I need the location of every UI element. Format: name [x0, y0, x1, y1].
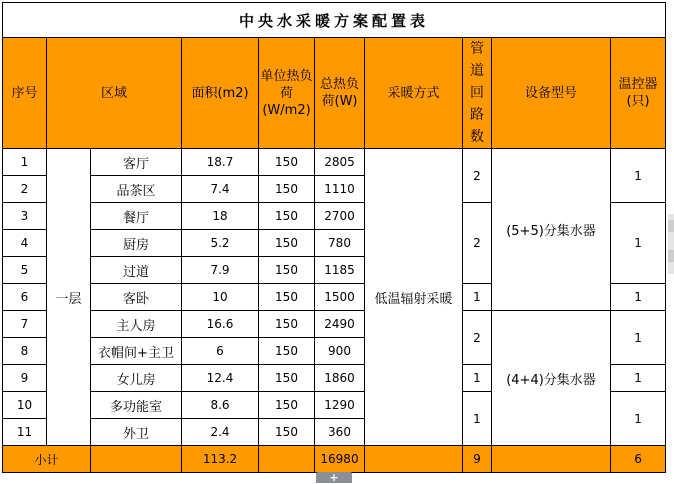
cell-loops[interactable]: 1	[463, 392, 492, 446]
header-area-name: 区域	[47, 38, 182, 149]
cell-room[interactable]: 多功能室	[91, 392, 182, 419]
grip-icon	[668, 250, 674, 262]
cell-loops[interactable]: 2	[463, 311, 492, 365]
cell-total-load[interactable]: 900	[315, 338, 365, 365]
cell-room[interactable]: 衣帽间+主卫	[91, 338, 182, 365]
cell-total-load[interactable]: 1110	[315, 176, 365, 203]
cell-unit-load[interactable]: 150	[259, 338, 315, 365]
cell-area[interactable]: 7.9	[182, 257, 259, 284]
cell-loops[interactable]: 2	[463, 203, 492, 284]
summary-empty[interactable]	[259, 446, 315, 473]
cell-area[interactable]: 7.4	[182, 176, 259, 203]
summary-area[interactable]: 113.2	[182, 446, 259, 473]
cell-unit-load[interactable]: 150	[259, 176, 315, 203]
cell-area[interactable]: 18	[182, 203, 259, 230]
cell-area[interactable]: 10	[182, 284, 259, 311]
cell-room[interactable]: 品茶区	[91, 176, 182, 203]
cell-total-load[interactable]: 1185	[315, 257, 365, 284]
cell-area[interactable]: 5.2	[182, 230, 259, 257]
cell-room[interactable]: 过道	[91, 257, 182, 284]
scroll-handle[interactable]	[668, 214, 674, 274]
plus-icon: +	[329, 471, 339, 484]
cell-seq[interactable]: 10	[3, 392, 47, 419]
cell-thermostat[interactable]: 1	[611, 365, 666, 392]
header-unit-load: 单位热负荷(W/m2)	[259, 38, 315, 149]
cell-area[interactable]: 2.4	[182, 419, 259, 446]
expand-button[interactable]	[316, 472, 352, 483]
cell-room[interactable]: 主人房	[91, 311, 182, 338]
cell-seq[interactable]: 2	[3, 176, 47, 203]
cell-room[interactable]: 外卫	[91, 419, 182, 446]
cell-total-load[interactable]: 2700	[315, 203, 365, 230]
heating-config-table	[2, 2, 666, 473]
cell-room[interactable]: 女儿房	[91, 365, 182, 392]
table-title: 中央水采暖方案配置表	[3, 3, 666, 38]
cell-total-load[interactable]: 780	[315, 230, 365, 257]
cell-unit-load[interactable]: 150	[259, 203, 315, 230]
cell-thermostat[interactable]: 1	[611, 284, 666, 311]
cell-total-load[interactable]: 1290	[315, 392, 365, 419]
cell-unit-load[interactable]: 150	[259, 257, 315, 284]
cell-thermostat[interactable]: 1	[611, 311, 666, 365]
cell-total-load[interactable]: 360	[315, 419, 365, 446]
header-seq: 序号	[3, 38, 47, 149]
cell-thermostat[interactable]: 1	[611, 203, 666, 284]
cell-unit-load[interactable]: 150	[259, 392, 315, 419]
summary-label[interactable]: 小计	[3, 446, 91, 473]
cell-equipment[interactable]: (5+5)分集水器	[492, 149, 611, 311]
cell-seq[interactable]: 5	[3, 257, 47, 284]
cell-seq[interactable]: 3	[3, 203, 47, 230]
cell-seq[interactable]: 4	[3, 230, 47, 257]
header-total-load: 总热负荷(W)	[315, 38, 365, 149]
table-row	[3, 149, 666, 176]
header-method: 采暖方式	[365, 38, 463, 149]
cell-unit-load[interactable]: 150	[259, 149, 315, 176]
summary-empty[interactable]	[91, 446, 182, 473]
cell-room[interactable]: 客卧	[91, 284, 182, 311]
cell-area[interactable]: 12.4	[182, 365, 259, 392]
cell-total-load[interactable]: 1860	[315, 365, 365, 392]
cell-seq[interactable]: 6	[3, 284, 47, 311]
cell-seq[interactable]: 11	[3, 419, 47, 446]
cell-seq[interactable]: 7	[3, 311, 47, 338]
table-row	[3, 311, 666, 338]
cell-area[interactable]: 16.6	[182, 311, 259, 338]
cell-unit-load[interactable]: 150	[259, 419, 315, 446]
summary-total-load[interactable]: 16980	[315, 446, 365, 473]
cell-room[interactable]: 客厅	[91, 149, 182, 176]
cell-seq[interactable]: 1	[3, 149, 47, 176]
cell-total-load[interactable]: 2805	[315, 149, 365, 176]
summary-row	[3, 446, 666, 473]
cell-room[interactable]: 厨房	[91, 230, 182, 257]
header-thermostat: 温控器(只)	[611, 38, 666, 149]
cell-unit-load[interactable]: 150	[259, 311, 315, 338]
cell-total-load[interactable]: 1500	[315, 284, 365, 311]
header-equipment: 设备型号	[492, 38, 611, 149]
header-area: 面积(m2)	[182, 38, 259, 149]
cell-total-load[interactable]: 2490	[315, 311, 365, 338]
cell-loops[interactable]: 1	[463, 365, 492, 392]
cell-unit-load[interactable]: 150	[259, 365, 315, 392]
cell-unit-load[interactable]: 150	[259, 284, 315, 311]
summary-empty[interactable]	[492, 446, 611, 473]
cell-method[interactable]: 低温辐射采暖	[365, 149, 463, 446]
header-loops: 管道回路数	[463, 38, 492, 149]
cell-area[interactable]: 8.6	[182, 392, 259, 419]
cell-area[interactable]: 18.7	[182, 149, 259, 176]
cell-room[interactable]: 餐厅	[91, 203, 182, 230]
summary-loops[interactable]: 9	[463, 446, 492, 473]
cell-area[interactable]: 6	[182, 338, 259, 365]
cell-seq[interactable]: 8	[3, 338, 47, 365]
cell-loops[interactable]: 2	[463, 149, 492, 203]
cell-loops[interactable]: 1	[463, 284, 492, 311]
cell-floor[interactable]: 一层	[47, 149, 91, 446]
summary-thermostats[interactable]: 6	[611, 446, 666, 473]
cell-unit-load[interactable]: 150	[259, 230, 315, 257]
cell-equipment[interactable]: (4+4)分集水器	[492, 311, 611, 446]
cell-thermostat[interactable]: 1	[611, 392, 666, 446]
summary-empty[interactable]	[365, 446, 463, 473]
grip-icon	[668, 220, 674, 232]
cell-seq[interactable]: 9	[3, 365, 47, 392]
cell-thermostat[interactable]: 1	[611, 149, 666, 203]
